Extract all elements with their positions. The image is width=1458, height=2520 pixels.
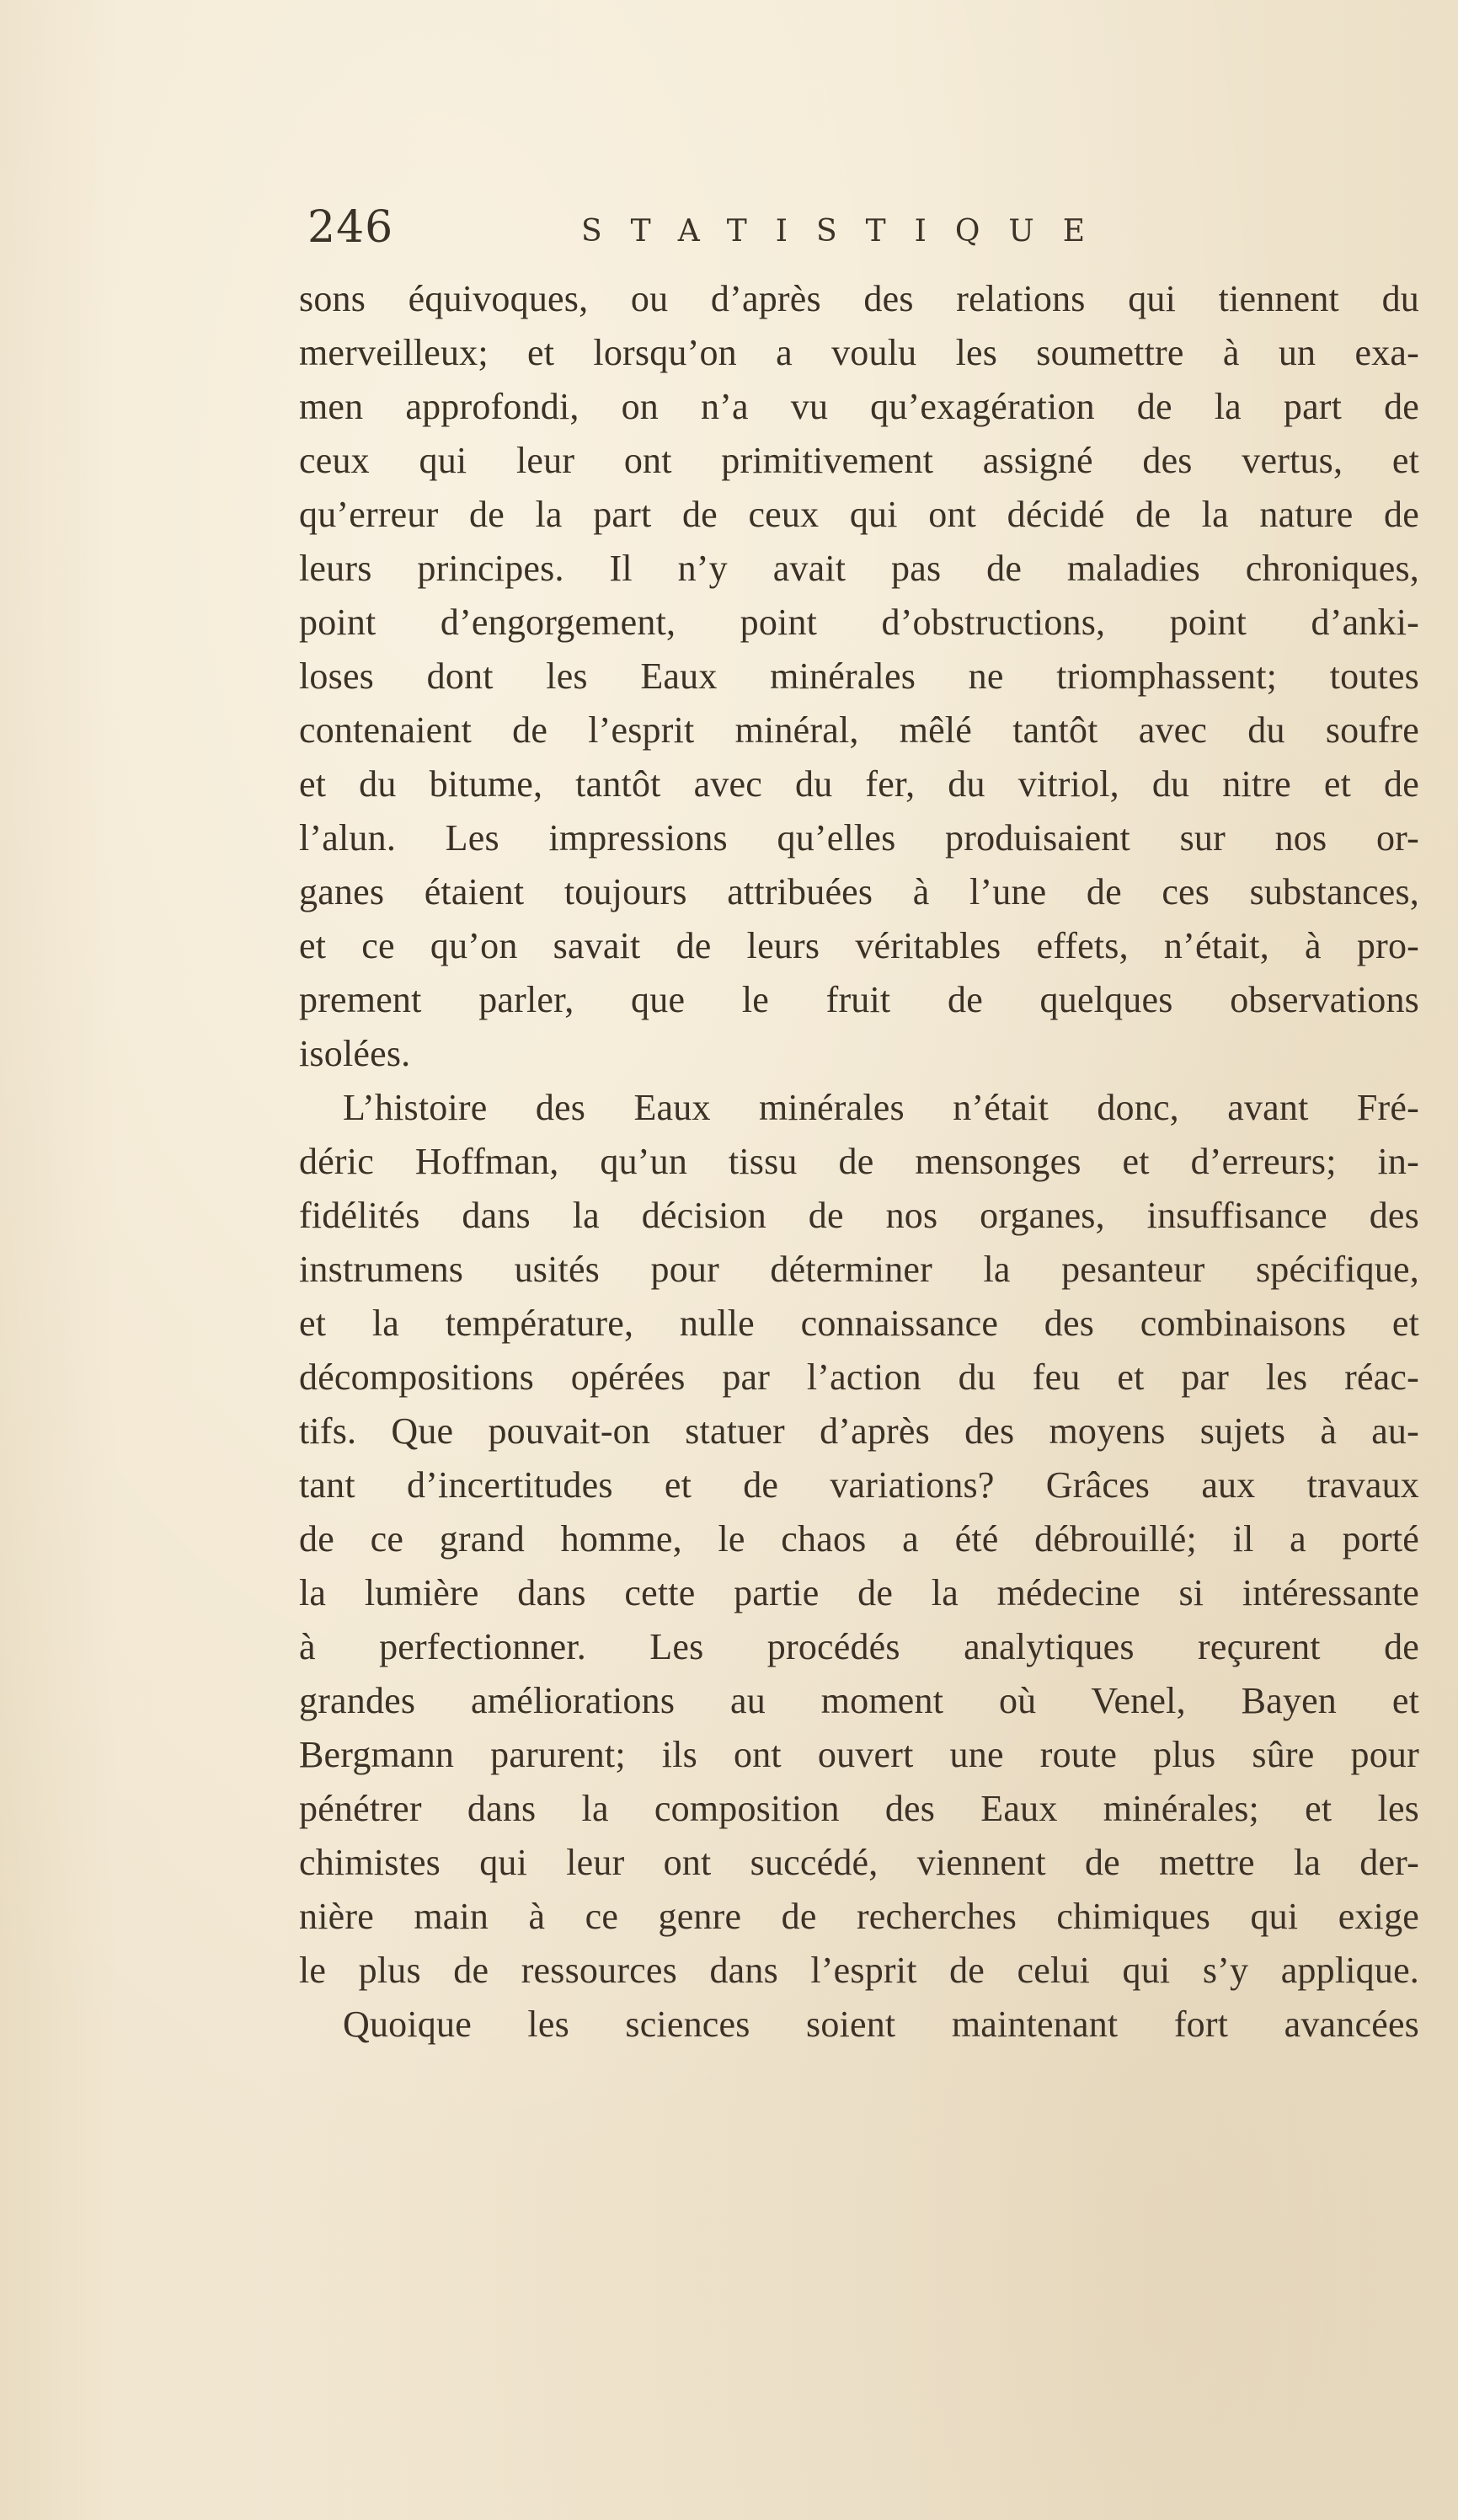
text-line: fidélités dans la décision de nos organes, insuffisance des xyxy=(299,1195,1419,1236)
text-line: le plus de ressources dans l’esprit de celui qui s’y applique. xyxy=(299,1950,1419,1991)
page-number: 246 xyxy=(307,202,394,253)
paragraph-start-line: L’histoire des Eaux minérales n’était donc, avant Fré- xyxy=(343,1087,1419,1128)
text-line: chimistes qui leur ont succédé, viennent de mettre la der- xyxy=(299,1842,1419,1883)
text-line: et du bitume, tantôt avec du fer, du vitriol, du nitre et de xyxy=(299,763,1419,805)
text-line: loses dont les Eaux minérales ne triomphassent; toutes xyxy=(299,655,1419,697)
text-line: à perfectionner. Les procédés analytiques reçurent de xyxy=(299,1626,1419,1667)
text-line: prement parler, que le fruit de quelques observations xyxy=(299,979,1419,1020)
text-line: contenaient de l’esprit minéral, mêlé tantôt avec du soufre xyxy=(299,709,1419,751)
text-line: de ce grand homme, le chaos a été débrouillé; il a porté xyxy=(299,1518,1419,1560)
text-line: Bergmann parurent; ils ont ouvert une route plus sûre pour xyxy=(299,1734,1419,1775)
running-title: STATISTIQUE xyxy=(581,214,1114,249)
text-line: nière main à ce genre de recherches chimiques qui exige xyxy=(299,1896,1419,1937)
text-line: point d’engorgement, point d’obstructions, point d’anki- xyxy=(299,602,1419,643)
text-line: déric Hoffman, qu’un tissu de mensonges et d’erreurs; in- xyxy=(299,1141,1419,1182)
text-line: tant d’incertitudes et de variations? Grâces aux travaux xyxy=(299,1464,1419,1506)
text-line: isolées. xyxy=(299,1033,411,1074)
text-line: pénétrer dans la composition des Eaux minérales; et les xyxy=(299,1788,1419,1829)
text-line: men approfondi, on n’a vu qu’exagération de la part de xyxy=(299,386,1419,427)
text-line: merveilleux; et lorsqu’on a voulu les soumettre à un exa- xyxy=(299,332,1419,373)
text-line: qu’erreur de la part de ceux qui ont décidé de la nature de xyxy=(299,494,1419,535)
text-line: grandes améliorations au moment où Venel, Bayen et xyxy=(299,1680,1419,1721)
text-line: ganes étaient toujours attribuées à l’une de ces substances, xyxy=(299,871,1419,912)
text-line: décompositions opérées par l’action du feu et par les réac- xyxy=(299,1356,1419,1398)
body-text xyxy=(299,272,1419,2052)
text-line: et la température, nulle connaissance des combinaisons et xyxy=(299,1303,1419,1344)
text-line: leurs principes. Il n’y avait pas de maladies chroniques, xyxy=(299,548,1419,589)
text-line: instrumens usités pour déterminer la pesanteur spécifique, xyxy=(299,1249,1419,1290)
text-line: sons équivoques, ou d’après des relations qui tiennent du xyxy=(299,278,1419,319)
text-line: la lumière dans cette partie de la médecine si intéressante xyxy=(299,1572,1419,1613)
text-line: ceux qui leur ont primitivement assigné des vertus, et xyxy=(299,440,1419,481)
paragraph-start-line: Quoique les sciences soient maintenant fort avancées xyxy=(343,2004,1419,2045)
text-line: l’alun. Les impressions qu’elles produisaient sur nos or- xyxy=(299,817,1419,859)
text-line: tifs. Que pouvait-on statuer d’après des moyens sujets à au- xyxy=(299,1410,1419,1452)
page-header xyxy=(307,202,1150,270)
text-line: et ce qu’on savait de leurs véritables effets, n’était, à pro- xyxy=(299,925,1419,966)
